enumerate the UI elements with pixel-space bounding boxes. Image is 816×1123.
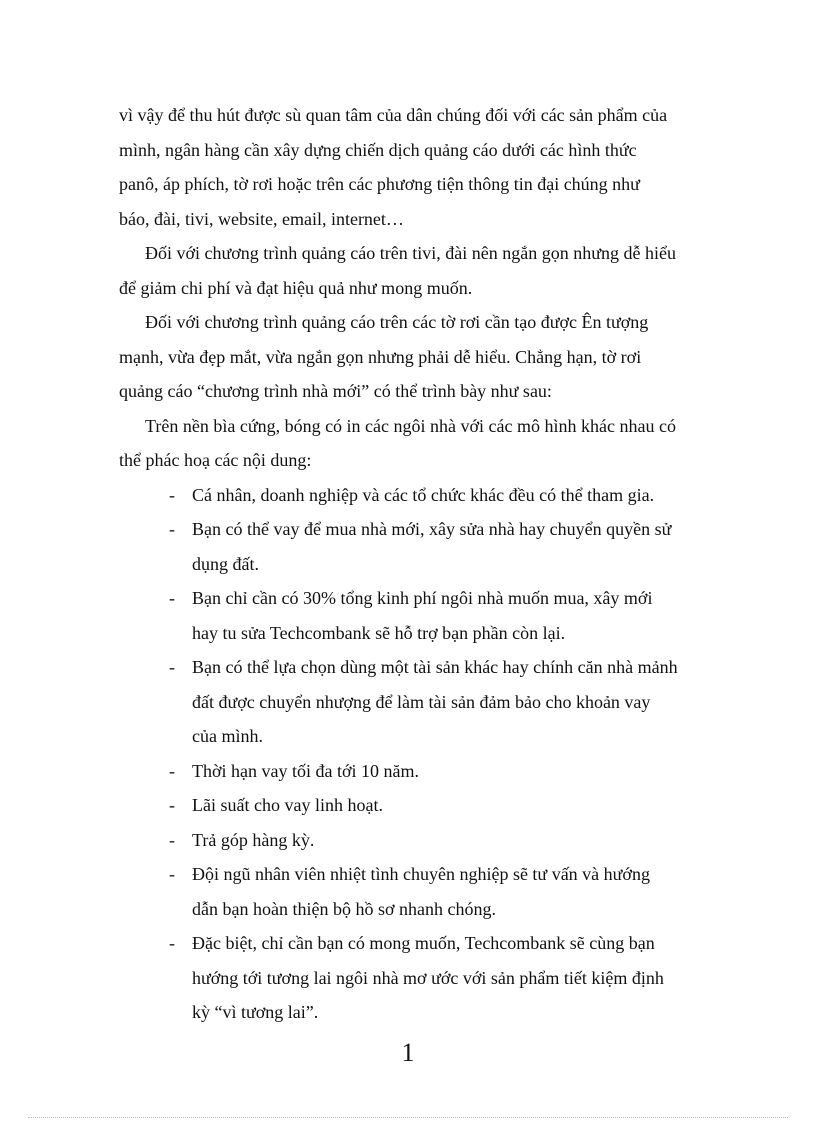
- text-line: đất được chuyển nhượng để làm tài sản đảm bảo cho khoản vay: [192, 691, 651, 712]
- text-line: để giảm chi phí và đạt hiệu quả như mong muốn.: [119, 277, 473, 298]
- bullet-dash: -: [169, 588, 175, 608]
- list-item: [119, 823, 709, 858]
- text-line: Thời hạn vay tối đa tới 10 năm.: [192, 760, 419, 781]
- content-bullet-list: [119, 478, 709, 1030]
- text-line: Trả góp hàng kỳ.: [192, 829, 315, 850]
- bullet-dash: -: [169, 657, 175, 677]
- text-line: Đối với chương trình quảng cáo trên tivi, đài nên ngắn gọn nhưng dễ hiểu: [145, 243, 676, 263]
- paragraph-tv-ads: [119, 236, 709, 305]
- text-line: dẫn bạn hoàn thiện bộ hồ sơ nhanh chóng.: [192, 898, 496, 919]
- text-line: quảng cáo “chương trình nhà mới” có thể trình bày như sau:: [119, 381, 552, 401]
- list-item: [119, 754, 709, 789]
- bullet-dash: -: [169, 519, 175, 539]
- text-line: mạnh, vừa đẹp mắt, vừa ngắn gọn nhưng phải dễ hiểu. Chẳng hạn, tờ rơi: [119, 346, 642, 367]
- text-line: của mình.: [192, 726, 263, 746]
- text-line: báo, đài, tivi, website, email, internet…: [119, 208, 404, 229]
- text-line: Đối với chương trình quảng cáo trên các tờ rơi cần tạo được Ên tượng: [145, 312, 649, 332]
- text-line: hay tu sửa Techcombank sẽ hỗ trợ bạn phần còn lại.: [192, 622, 566, 643]
- text-line: Trên nền bìa cứng, bóng có in các ngôi nhà với các mô hình khác nhau có: [145, 415, 676, 436]
- text-line: Cá nhân, doanh nghiệp và các tổ chức khác đều có thể tham gia.: [192, 484, 655, 505]
- paragraph-cardboard: [119, 409, 709, 478]
- bullet-dash: -: [169, 933, 175, 953]
- text-line: Bạn có thể lựa chọn dùng một tài sản khác hay chính căn nhà mảnh: [192, 657, 678, 677]
- text-line: hướng tới tương lai ngôi nhà mơ ước với sản phẩm tiết kiệm định: [192, 967, 664, 988]
- bullet-dash: -: [169, 829, 175, 850]
- paragraph-flyers: [119, 305, 709, 409]
- text-line: mình, ngân hàng cần xây dựng chiến dịch quảng cáo dưới các hình thức: [119, 139, 637, 160]
- text-line: kỳ “vì tương lai”.: [192, 1002, 319, 1022]
- text-line: panô, áp phích, tờ rơi hoặc trên các phương tiện thông tin đại chúng như: [119, 174, 640, 194]
- text-line: Lãi suất cho vay linh hoạt.: [192, 795, 383, 815]
- page-number: 1: [401, 1038, 415, 1067]
- text-line: dụng đất.: [192, 553, 259, 574]
- body-text: [119, 98, 709, 1030]
- bullet-dash: -: [169, 484, 175, 505]
- list-item: [119, 926, 709, 1030]
- page-bottom-divider: [28, 1117, 788, 1118]
- bullet-dash: -: [169, 795, 175, 815]
- bullet-dash: -: [169, 864, 175, 884]
- text-line: Đặc biệt, chỉ cần bạn có mong muốn, Techcombank sẽ cùng bạn: [192, 933, 655, 953]
- list-item: [119, 581, 709, 650]
- bullet-dash: -: [169, 760, 175, 781]
- list-item: [119, 788, 709, 823]
- list-item: [119, 857, 709, 926]
- list-item: [119, 650, 709, 754]
- text-line: vì vậy để thu hút được sù quan tâm của dân chúng đối với các sản phẩm của: [119, 105, 668, 125]
- text-line: thể phác hoạ các nội dung:: [119, 450, 312, 470]
- paragraph-intro: [119, 98, 709, 236]
- text-line: Bạn chỉ cần có 30% tổng kinh phí ngôi nhà muốn mua, xây mới: [192, 588, 653, 608]
- text-line: Bạn có thể vay để mua nhà mới, xây sửa nhà hay chuyển quyền sử: [192, 519, 672, 539]
- list-item: [119, 512, 709, 581]
- text-line: Đội ngũ nhân viên nhiệt tình chuyên nghiệp sẽ tư vấn và hướng: [192, 864, 650, 884]
- list-item: [119, 478, 709, 513]
